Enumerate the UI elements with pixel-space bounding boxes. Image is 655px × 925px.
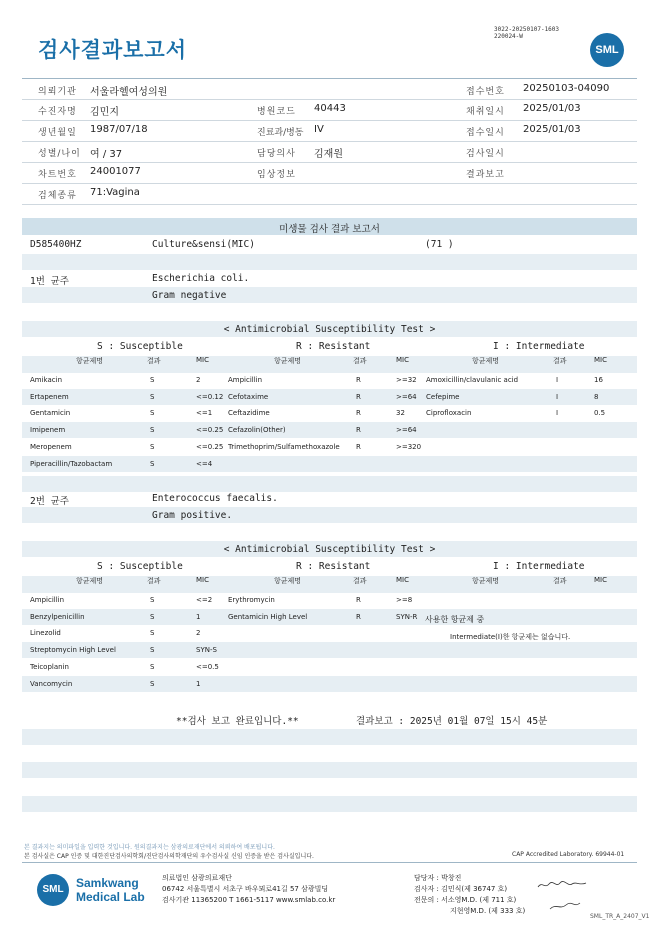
row-stripe	[22, 676, 637, 692]
divider	[22, 183, 637, 184]
drug-name: Ceftazidime	[228, 409, 270, 418]
drug-name: Cefotaxime	[228, 392, 269, 401]
organism1-name: Escherichia coli.	[152, 273, 250, 284]
drug-mic: <=0.25	[196, 442, 224, 451]
drug-result: I	[556, 409, 559, 418]
drug-name: Linezolid	[30, 629, 61, 638]
col-drug-header: 항균제명	[274, 577, 302, 585]
signature-tester	[536, 880, 588, 890]
drug-result: I	[556, 392, 559, 401]
drug-name: Trimethoprim/Sulfamethoxazole	[228, 442, 340, 451]
drug-name: Gentamicin	[30, 409, 71, 418]
document-id	[494, 26, 559, 40]
drug-name: Ampicillin	[30, 596, 65, 604]
report-time: 결과보고 : 2025년 01월 07일 15시 45분	[356, 716, 548, 727]
collection-date-value: 2025/01/03	[523, 103, 581, 114]
drug-mic: 1	[196, 612, 201, 621]
test-code: D585400HZ	[30, 239, 82, 250]
chart-no-value: 24001077	[90, 166, 141, 177]
divider	[22, 99, 637, 100]
drug-name: Ampicillin	[228, 376, 263, 384]
ast-title-2: < Antimicrobial Susceptibility Test >	[223, 544, 436, 555]
organism2-name: Enterococcus faecalis.	[152, 493, 278, 504]
col-drug-header: 항균제명	[76, 357, 104, 365]
legend-resistant: R : Resistant	[296, 341, 371, 352]
col-mic-header: MIC	[396, 356, 409, 364]
divider	[22, 162, 637, 163]
drug-result: R	[356, 442, 361, 451]
drug-result: R	[356, 612, 361, 621]
chart-no-label: 차트번호	[38, 170, 77, 180]
footer-brand	[76, 876, 145, 904]
drug-name: Imipenem	[30, 426, 66, 435]
drug-result: S	[150, 679, 155, 688]
staff-manager: 담당자 : 박창진	[414, 874, 462, 882]
footer-address: 06742 서울특별시 서초구 바우뫼로41길 57 삼광빌딩	[162, 885, 329, 893]
specimen-value: 71:Vagina	[90, 187, 140, 198]
drug-mic: 2	[196, 629, 201, 638]
row-stripe	[22, 507, 637, 523]
drug-name: Ertapenem	[30, 392, 69, 401]
drug-name: Benzylpenicillin	[30, 612, 85, 621]
divider	[22, 120, 637, 121]
col-result-header: 결과	[353, 357, 367, 365]
drug-mic: 2	[196, 376, 201, 384]
col-result-header: 결과	[553, 357, 567, 365]
drug-result: S	[150, 646, 155, 655]
col-drug-header: 항균제명	[76, 577, 104, 585]
sex-age-label: 성별/나이	[38, 149, 81, 159]
document-id-line2: 220024-W	[494, 33, 523, 40]
drug-mic: 8	[594, 392, 599, 401]
test-name: Culture&sensi(MIC)	[152, 239, 255, 250]
drug-mic: <=0.12	[196, 392, 224, 401]
col-result-header: 결과	[353, 577, 367, 585]
drug-result: S	[150, 629, 155, 638]
drug-mic: <=0.5	[196, 662, 219, 671]
row-stripe	[22, 287, 637, 303]
drug-name: Cefazolin(Other)	[228, 426, 286, 435]
doctor-label: 담당의사	[257, 149, 296, 159]
drug-mic: 32	[396, 409, 405, 418]
drug-result: S	[150, 612, 155, 621]
row-stripe	[22, 762, 637, 778]
brand-line1: Samkwang	[76, 876, 139, 890]
section-title: 미생물 검사 결과 보고서	[279, 224, 380, 235]
footer-org: 의료법인 삼광의료재단	[162, 874, 232, 882]
drug-name: Ciprofloxacin	[426, 409, 472, 418]
col-result-header: 결과	[553, 577, 567, 585]
sml-logo: SML	[590, 33, 624, 67]
drug-mic: SYN-R	[396, 612, 418, 621]
form-id: SML_TR_A_2407_V1	[590, 913, 650, 920]
cap-accreditation: CAP Accredited Laboratory. 69944-01	[512, 851, 625, 858]
row-stripe	[22, 456, 637, 472]
organism1-label: 1번 균주	[30, 276, 69, 287]
drug-mic: 0.5	[594, 409, 606, 418]
legend-intermediate-2: I : Intermediate	[493, 561, 585, 572]
result-report-label: 결과보고	[466, 170, 505, 180]
drug-name: Gentamicin High Level	[228, 612, 308, 621]
drug-result: R	[356, 392, 361, 401]
drug-mic: SYN-S	[196, 646, 217, 655]
row-stripe	[22, 254, 637, 270]
drug-mic: >=320	[396, 442, 422, 451]
drug-name: Amoxicillin/clavulanic acid	[426, 376, 519, 384]
drug-result: R	[356, 426, 361, 435]
drug-result: R	[356, 376, 361, 384]
birth-value: 1987/07/18	[90, 124, 148, 135]
intermediate-note-line2: Intermediate(I)한 항균제는 없습니다.	[450, 633, 571, 641]
receipt-no-value: 20250103-04090	[523, 83, 610, 94]
drug-result: S	[150, 392, 155, 401]
drug-mic: >=64	[396, 392, 417, 401]
birth-label: 생년월일	[38, 128, 77, 138]
col-mic-header: MIC	[196, 356, 209, 364]
drug-name: Piperacillin/Tazobactam	[30, 459, 113, 468]
col-drug-header: 항균제명	[472, 577, 500, 585]
drug-mic: <=0.25	[196, 426, 224, 435]
staff-tester: 검사자 : 김민식(제 36747 호)	[414, 885, 508, 893]
drug-result: S	[150, 596, 155, 604]
page-title: 검사결과보고서	[38, 38, 188, 62]
col-mic-header: MIC	[196, 576, 209, 584]
footer-contact: 검사기관 11365200 T 1661-5117 www.smlab.co.kr	[162, 896, 336, 904]
patient-name-value: 김민지	[90, 107, 119, 118]
institution-value: 서울라헬여성의원	[90, 87, 168, 98]
drug-name: Vancomycin	[30, 679, 73, 688]
organism1-gram: Gram negative	[152, 290, 227, 301]
specimen-label: 검체종류	[38, 191, 77, 201]
ast-header-stripe	[22, 356, 637, 373]
ast-header-stripe	[22, 576, 637, 593]
receipt-no-label: 접수번호	[466, 87, 505, 97]
dept-label: 진료과/병동	[257, 128, 304, 138]
intermediate-note-line1: 사용한 항균제 중	[425, 615, 485, 624]
drug-mic: >=32	[396, 376, 417, 384]
drug-mic: <=1	[196, 409, 213, 418]
organism2-gram: Gram positive.	[152, 510, 233, 521]
legend-intermediate: I : Intermediate	[493, 341, 585, 352]
drug-mic: >=8	[396, 596, 413, 604]
col-result-header: 결과	[147, 577, 161, 585]
clinical-info-label: 임상정보	[257, 170, 296, 180]
receipt-date-value: 2025/01/03	[523, 124, 581, 135]
row-stripe	[22, 476, 637, 492]
drug-mic: >=64	[396, 426, 417, 435]
ast-title: < Antimicrobial Susceptibility Test >	[223, 324, 436, 335]
row-stripe	[22, 796, 637, 812]
row-stripe	[22, 422, 637, 438]
ward-code-value: 40443	[314, 103, 346, 114]
drug-result: I	[556, 376, 559, 384]
patient-name-label: 수진자명	[38, 107, 77, 117]
row-stripe	[22, 729, 637, 745]
drug-result: S	[150, 442, 155, 451]
drug-result: S	[150, 376, 155, 384]
receipt-date-label: 접수일시	[466, 128, 505, 138]
legend-susceptible: S : Susceptible	[97, 341, 183, 352]
footer-notice-1: 본 결과지는 의미파일을 입력한 것입니다. 원의결과지는 삼광의료재단에서 의뢰하여 배포됩니다.	[24, 844, 275, 851]
dept-value: IV	[314, 124, 324, 135]
divider	[22, 141, 637, 142]
drug-mic: <=2	[196, 596, 213, 604]
drug-mic: 1	[196, 679, 201, 688]
col-drug-header: 항균제명	[472, 357, 500, 365]
row-stripe	[22, 609, 637, 625]
drug-result: R	[356, 596, 361, 604]
col-mic-header: MIC	[594, 576, 607, 584]
institution-label: 의뢰기관	[38, 87, 77, 97]
test-date-label: 검사일시	[466, 149, 505, 159]
drug-mic: 16	[594, 376, 603, 384]
col-result-header: 결과	[147, 357, 161, 365]
collection-date-label: 채취일시	[466, 107, 505, 117]
brand-line2: Medical Lab	[76, 890, 145, 904]
signature-specialist	[548, 900, 582, 912]
legend-susceptible-2: S : Susceptible	[97, 561, 183, 572]
drug-mic: <=4	[196, 459, 213, 468]
drug-result: S	[150, 459, 155, 468]
footer-notice-2: 본 검사실은 CAP 인증 및 대한진단검사의학회/진단검사의학재단의 우수검사실 신임 인증을 받은 검사실입니다.	[24, 853, 314, 860]
col-drug-header: 항균제명	[274, 357, 302, 365]
document-id-line1: 3022-20250107-1603	[494, 26, 560, 33]
staff-specialist-2: 지현영M.D. (제 333 호)	[450, 907, 526, 915]
divider	[22, 78, 637, 79]
drug-result: S	[150, 426, 155, 435]
sex-age-value: 여 / 37	[90, 149, 123, 160]
drug-name: Meropenem	[30, 442, 72, 451]
drug-name: Streptomycin High Level	[30, 646, 116, 655]
row-stripe	[22, 389, 637, 405]
drug-result: S	[150, 662, 155, 671]
report-complete: **검사 보고 완료입니다.**	[176, 716, 299, 727]
drug-name: Erythromycin	[228, 596, 275, 604]
divider	[22, 204, 637, 205]
organism2-label: 2번 균주	[30, 496, 69, 507]
drug-name: Cefepime	[426, 392, 460, 401]
drug-result: S	[150, 409, 155, 418]
drug-name: Teicoplanin	[30, 662, 69, 671]
drug-result: R	[356, 409, 361, 418]
ward-code-label: 병원코드	[257, 107, 296, 117]
doctor-value: 김재원	[314, 149, 343, 160]
col-mic-header: MIC	[594, 356, 607, 364]
legend-resistant-2: R : Resistant	[296, 561, 371, 572]
drug-name: Amikacin	[30, 376, 63, 384]
col-mic-header: MIC	[396, 576, 409, 584]
test-spec: (71 )	[425, 239, 454, 250]
footer-divider	[22, 862, 637, 863]
staff-specialist-1: 전문의 : 서소영M.D. (제 711 호)	[414, 896, 517, 904]
footer-sml-logo: SML	[37, 874, 69, 906]
